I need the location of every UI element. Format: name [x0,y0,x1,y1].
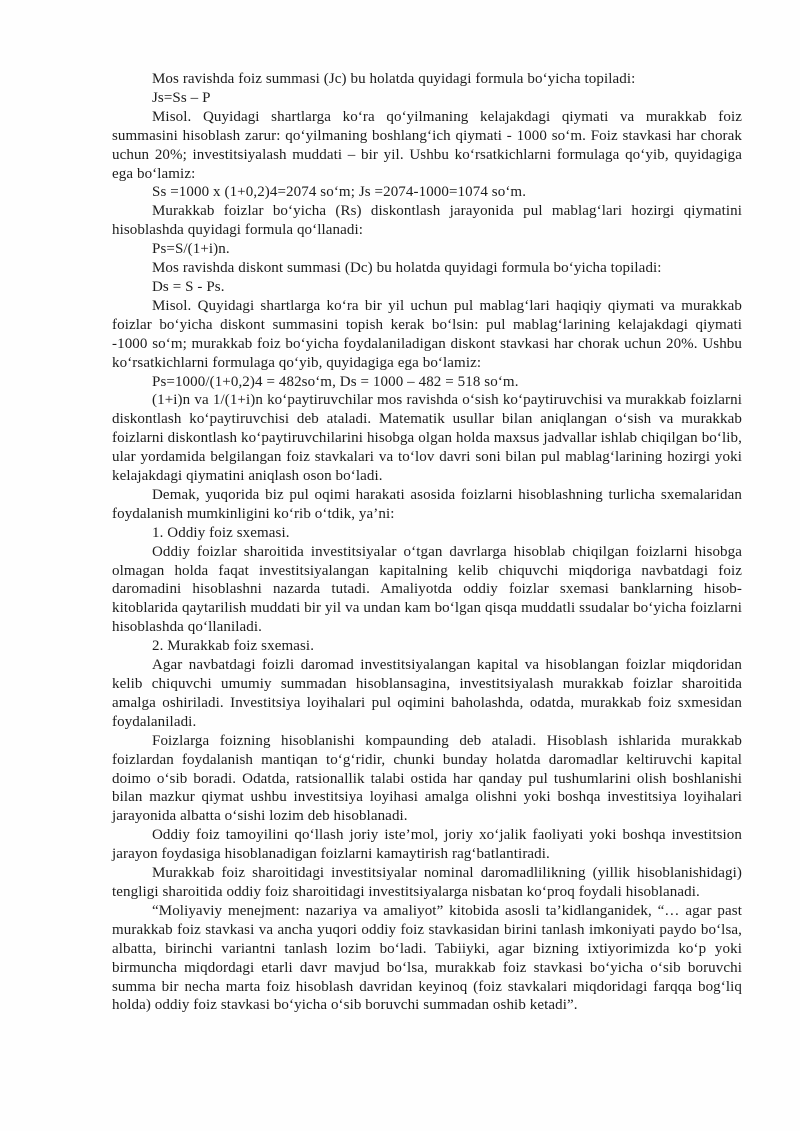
formula-line: Js=Ss – P [152,89,211,106]
paragraph: Oddiy foizlar sharoitida investitsiyalar o‘tgan davrlarga hisoblab chiqilgan foizlarni hisobga olmagan holda faqat investitsiyalangan kapitalning kelib chiquvchi miqdoriga navbatdagi foiz daromadini hisoblashni nazarda tutadi. Amaliyotda oddiy foizlar sxemasi banklarning hisob-kitoblarida qaytarilish muddati bir yil va undan kam bo‘lgan qisqa muddatli ssudalar bo‘yicha foizlarni hisoblashda qo‘llaniladi. [112,543,742,636]
paragraph: Mos ravishda foiz summasi (Jc) bu holatda quyidagi formula bo‘yicha topiladi: [152,71,636,87]
formula-line: Ps=S/(1+i)n. [152,241,230,258]
formula-line: Ps=1000/(1+0,2)4 = 482so‘m, Ds = 1000 – 482 = 518 so‘m. [152,373,519,390]
paragraph: Oddiy foiz tamoyilini qo‘llash joriy iste’mol, joriy xo‘jalik faoliyati yoki boshqa investitsion jarayon foydasiga hisoblanadigan foizlarni kamaytirish rag‘batlantiradi. [112,827,742,863]
paragraph: “Moliyaviy menejment: nazariya va amaliyot” kitobida asosli ta’kidlanganidek, “… agar past murakkab foiz stavkasi va ancha yuqori oddiy foiz stavkasidan birini tanlash imkoniyati paydo bo‘lsa, albatta, birinchi variantni tanlash lozim bo‘ladi. Tabiiyki, agar bizning ixtiyorimizda ko‘p yoki birmuncha miqdordagi etarli davr mavjud bo‘lsa, murakkab foiz stavkasi bo‘yicha o‘sib boruvchi summa bir necha marta foiz hisoblash davridan keyinoq (foiz stavkalari miqdoridagi farqqa bog‘liq holda) oddiy foiz stavkasi bo‘yicha o‘sib boruvchi summadan oshib ketadi”. [112,902,742,1014]
paragraph: Misol. Quyidagi shartlarga ko‘ra qo‘yilmaning kelajakdagi qiymati va murakkab foiz summasini hisoblash zarur: qo‘yilmaning boshlang‘ich qiymati - 1000 so‘m. Foiz stavkasi har chorak uchun 20%; investitsiyalash muddati – bir yil. Ushbu ko‘rsatkichlarni formulaga qo‘yib, quyidagiga ega bo‘lamiz: [112,108,742,182]
paragraph: Murakkab foiz sharoitidagi investitsiyalar nominal daromadlilikning (yillik hisoblanishidagi) tengligi sharoitida oddiy foiz sharoitidagi investitsiyalarga nisbatan ko‘proq foydali hisoblanadi. [112,865,742,900]
formula-line: Ds = S - Ps. [152,278,225,295]
list-item: 2. Murakkab foiz sxemasi. [152,638,315,655]
paragraph: Agar navbatdagi foizli daromad investitsiyalangan kapital va hisoblangan foizlar miqdoridan kelib chiquvchi umumiy summadan hisoblansagina, investitsiyalash murakkab foizlar sharoitida amalga oshiriladi. Investitsiya loyihalari pul oqimini baholashda, odatda, murakkab foiz sxmesidan foydalaniladi. [112,657,742,730]
document-body [112,70,742,1015]
paragraph: (1+i)n va 1/(1+i)n ko‘paytiruvchilar mos ravishda o‘sish ko‘paytiruvchisi va murakkab foizlarni diskontlash ko‘paytiruvchisi deb ataladi. Matematik usullar bilan aniqlangan o‘sish va murakkab foizlarni diskontlash ko‘paytiruvchilarini hisobga olgan holda maxsus jadvallar ishlab chiqilgan bo‘lib, ular yordamida belgilangan foiz stavkalari va to‘lov davri soni bilan pul mablag‘larining hozirgi yoki kelajakdagi qiymatini aniqlash oson bo‘ladi. [112,392,742,485]
paragraph: Murakkab foizlar bo‘yicha (Rs) diskontlash jarayonida pul mablag‘lari hozirgi qiymatini hisoblashda quyidagi formula qo‘llanadi: [112,203,742,239]
paragraph: Demak, yuqorida biz pul oqimi harakati asosida foizlarni hisoblashning turlicha sxemalaridan foydalanish mumkinligini ko‘rib o‘tdik, ya’ni: [112,486,742,522]
paragraph: Mos ravishda diskont summasi (Dc) bu holatda quyidagi formula bo‘yicha topiladi: [152,260,662,277]
list-item: 1. Oddiy foiz sxemasi. [152,524,290,541]
formula-line: Ss =1000 x (1+0,2)4=2074 so‘m; Js =2074-1000=1074 so‘m. [152,184,527,201]
paragraph: Foizlarga foizning hisoblanishi kompaunding deb ataladi. Hisoblash ishlarida murakkab foizlardan foydalanish mantiqan to‘g‘ridir, chunki bunday holatda daromadlar keltiruvchi kapital doimo o‘sib boradi. Odatda, ratsionallik talabi ostida har qanday pul tushumlarini olish boshlanishi bilan mazkur qiymat ushbu investitsiya loyihasi amalga olishni yoki boshqa investitsiya loyihalari jarayonida albatta o‘sishi lozim deb hisoblanadi. [112,732,742,825]
paragraph: Misol. Quyidagi shartlarga ko‘ra bir yil uchun pul mablag‘lari haqiqiy qiymati va murakkab foizlar bo‘yicha diskont summasini topish kerak bo‘lsin: pul mablag‘larining kelajakdagi qiymati -1000 so‘m; murakkab foiz bo‘yicha foydalaniladigan diskont stavkasi har chorak uchun 20%. Ushbu ko‘rsatkichlarni formulaga qo‘yib, quyidagiga ega bo‘lamiz: [112,297,742,371]
